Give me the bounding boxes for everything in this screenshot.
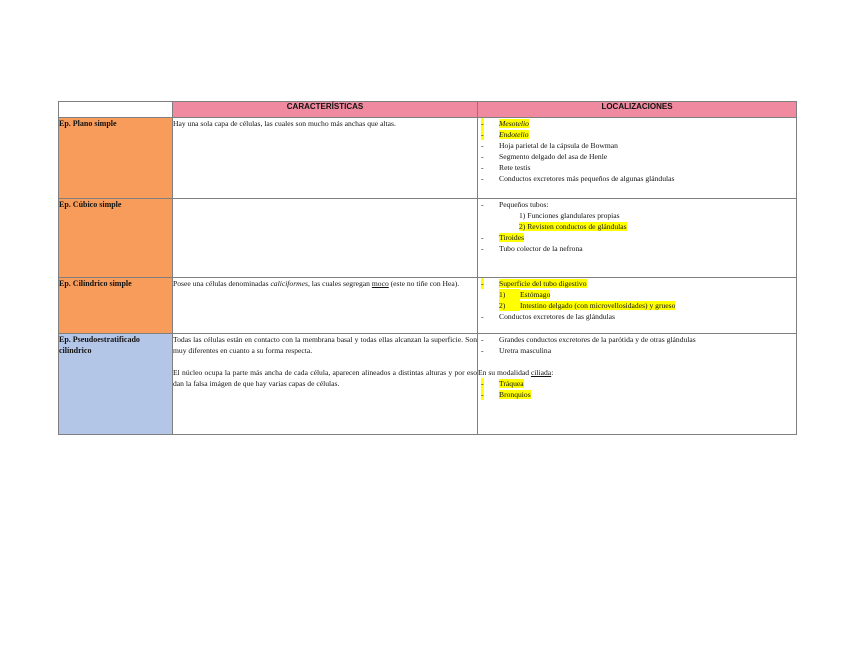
sub-item-text: Estómago [520,290,551,299]
bullet-dash: - [481,163,484,172]
locations-cell [478,199,797,278]
description-text-c: , las cuales segregan [307,279,372,288]
sub-item-number: 2) [499,300,520,311]
histology-table [58,101,797,435]
bullet-dash: - [481,346,484,355]
list-item [478,345,796,356]
list-item [478,118,796,129]
description-text: Hay una sola capa de células, las cuales son mucho más anchas que altas. [173,119,396,128]
header-row [59,102,797,118]
description-paragraph: Todas las células están en contacto con la membrana basal y todas ellas alcanzan la superficie. Son muy diferentes en cuanto a su forma respecta. [173,335,477,355]
location-text: Superficie del tubo digestivo [499,279,587,288]
corner-cell [59,102,173,118]
list-item [478,140,796,151]
location-text: Segmento delgado del asa de Henle [499,152,608,161]
bullet-dash: - [481,174,484,183]
bullet-dash: - [481,119,484,128]
bullet-dash: - [481,233,484,242]
list-item [478,311,796,322]
bullet-dash: - [481,312,484,321]
location-text: Grandes conductos excretores de la parótida y de otras glándulas [499,335,696,344]
bullet-dash: - [481,335,484,344]
row-label: Ep. Cúbico simple [59,199,173,278]
description-text-d: moco [371,279,389,288]
location-text: Tubo colector de la nefrona [499,244,583,253]
table-row [59,278,797,334]
location-text: Tiroides [499,233,525,242]
locations-cell [478,118,797,199]
table-row [59,118,797,199]
list-item [478,173,796,184]
header-characteristics: CARACTERÍSTICAS [173,102,478,118]
bullet-dash: - [481,152,484,161]
bullet-dash: - [481,141,484,150]
sub-item-text: 1) Funciones glandulares propias [519,211,620,220]
bullet-dash: - [481,200,484,209]
characteristics-cell [173,334,478,435]
modality-text-c: : [551,368,554,377]
sub-item [478,289,796,300]
locations-cell [478,278,797,334]
location-text: Tráquea [499,379,524,388]
list-item [478,129,796,140]
description-text-a: Posee una células denominadas [173,279,271,288]
list-item [478,151,796,162]
row-label: Ep. Cilíndrico simple [59,278,173,334]
list-item [478,278,796,289]
table-row [59,334,797,435]
modality-line [478,367,796,378]
location-text: Pequeños tubos: [499,200,549,209]
bullet-dash: - [481,379,484,388]
list-item [478,162,796,173]
sub-item [478,300,796,311]
list-item [478,199,796,210]
description-text-e: (este no tiñe con Hea). [388,279,460,288]
header-locations: LOCALIZACIONES [478,102,797,118]
location-text: Hoja parietal de la cápsula de Bowman [499,141,618,150]
list-item [478,389,796,400]
row-label: Ep. Pseudoestratificado cilíndrico [59,334,173,435]
locations-cell [478,334,797,435]
location-text: Endotelio [499,130,529,139]
sub-item-text: 2) Revisten conductos de glándulas [519,222,627,231]
bullet-dash: - [481,244,484,253]
description-paragraph: El núcleo ocupa la parte más ancha de cada célula, aparecen alineados a distintas alturas y por eso dan la falsa imágen de que hay varias capas de células. [173,368,477,388]
location-text: Conductos excretores de las glándulas [499,312,615,321]
bullet-dash: - [481,279,484,288]
characteristics-cell [173,199,478,278]
location-text: Bronquios [499,390,531,399]
list-item [478,243,796,254]
row-label: Ep. Plano simple [59,118,173,199]
bullet-dash: - [481,390,484,399]
characteristics-cell [173,278,478,334]
characteristics-cell [173,118,478,199]
sub-item-number: 1) [499,289,520,300]
sub-item [478,221,796,232]
sub-item [478,210,796,221]
sub-item-text: Intestino delgado (con microvellosidades) y grueso [520,301,676,310]
location-text: Uretra masculina [499,346,552,355]
modality-text-a: En su modalidad [478,368,531,377]
location-text: Rete testis [499,163,531,172]
location-text: Conductos excretores más pequeños de algunas glándulas [499,174,675,183]
bullet-dash: - [481,130,484,139]
list-item [478,378,796,389]
table-row [59,199,797,278]
list-item [478,334,796,345]
description-text-b: caliciformes [270,279,308,288]
list-item [478,232,796,243]
modality-text-b: ciliada [530,368,552,377]
location-text: Mesotelio [499,119,529,128]
